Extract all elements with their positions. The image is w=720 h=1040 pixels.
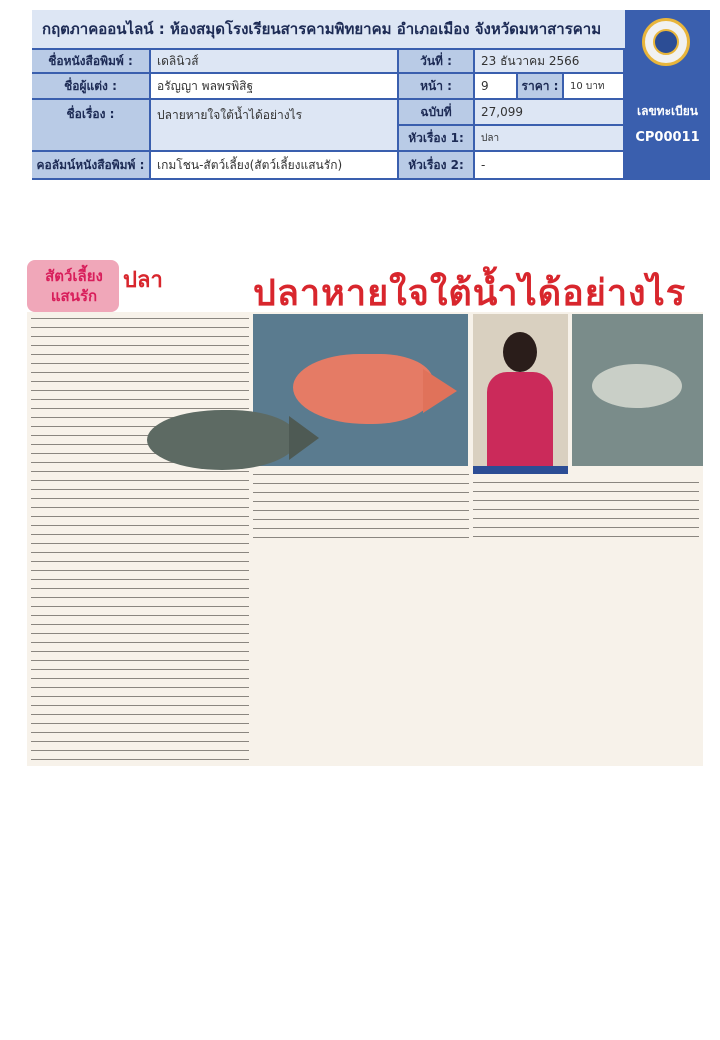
column-badge-text: สัตว์เลี้ยง แสนรัก	[45, 267, 103, 305]
topic2-value: -	[475, 152, 623, 178]
gray-fish-tail	[289, 416, 319, 460]
date-value: 23 ธันวาคม 2566	[475, 50, 623, 72]
subject-label: ชื่อเรื่อง :	[32, 100, 149, 150]
page-value: 9	[475, 74, 516, 98]
registration-label: เลขทะเบียน	[637, 104, 698, 118]
registration-code: CP00011	[635, 130, 700, 145]
article-text-left	[31, 314, 249, 760]
topic2-label: หัวเรื่อง 2:	[399, 152, 473, 178]
aquarium-fish-photo	[572, 314, 703, 466]
newspaper-clipping-image	[27, 256, 703, 766]
page-label: หน้า :	[399, 74, 473, 98]
topic1-label: หัวเรื่อง 1:	[399, 126, 473, 150]
gray-fish-cutout	[147, 410, 297, 470]
column-badge	[27, 260, 119, 312]
article-text-middle	[253, 470, 469, 542]
author-value: อรัญญา พลพรพิสิฐ	[151, 74, 397, 98]
portrait-caption-bar	[473, 466, 568, 474]
clipping-info-header	[32, 10, 710, 180]
school-seal-icon	[642, 18, 690, 66]
author-portrait-photo	[473, 314, 568, 466]
issue-value: 27,099	[475, 100, 623, 124]
topic1-value: ปลา	[475, 126, 623, 150]
author-label: ชื่อผู้แต่ง :	[32, 74, 149, 98]
newspaper-label: ชื่อหนังสือพิมพ์ :	[32, 50, 149, 72]
price-value: 10 บาท	[564, 74, 623, 98]
article-text-right	[473, 478, 699, 542]
newspaper-value: เดลินิวส์	[151, 50, 397, 72]
price-label: ราคา :	[518, 74, 562, 98]
clipping-headline: ปลาหายใจใต้น้ำได้อย่างไร	[253, 273, 687, 314]
clipping-kicker: ปลา	[123, 268, 163, 293]
header-title: กฤตภาคออนไลน์ : ห้องสมุดโรงเรียนสารคามพิทยาคม อำเภอเมือง จังหวัดมหาสารคาม	[32, 10, 625, 48]
date-label: วันที่ :	[399, 50, 473, 72]
column-label: คอลัมน์หนังสือพิมพ์ :	[32, 152, 149, 178]
issue-label: ฉบับที่	[399, 100, 473, 124]
subject-value: ปลายหายใจใต้น้ำได้อย่างไร	[151, 100, 397, 150]
registration-panel	[625, 10, 710, 180]
column-value: เกมโชน-สัตว์เลี้ยง(สัตว์เลี้ยงแสนรัก)	[151, 152, 397, 178]
